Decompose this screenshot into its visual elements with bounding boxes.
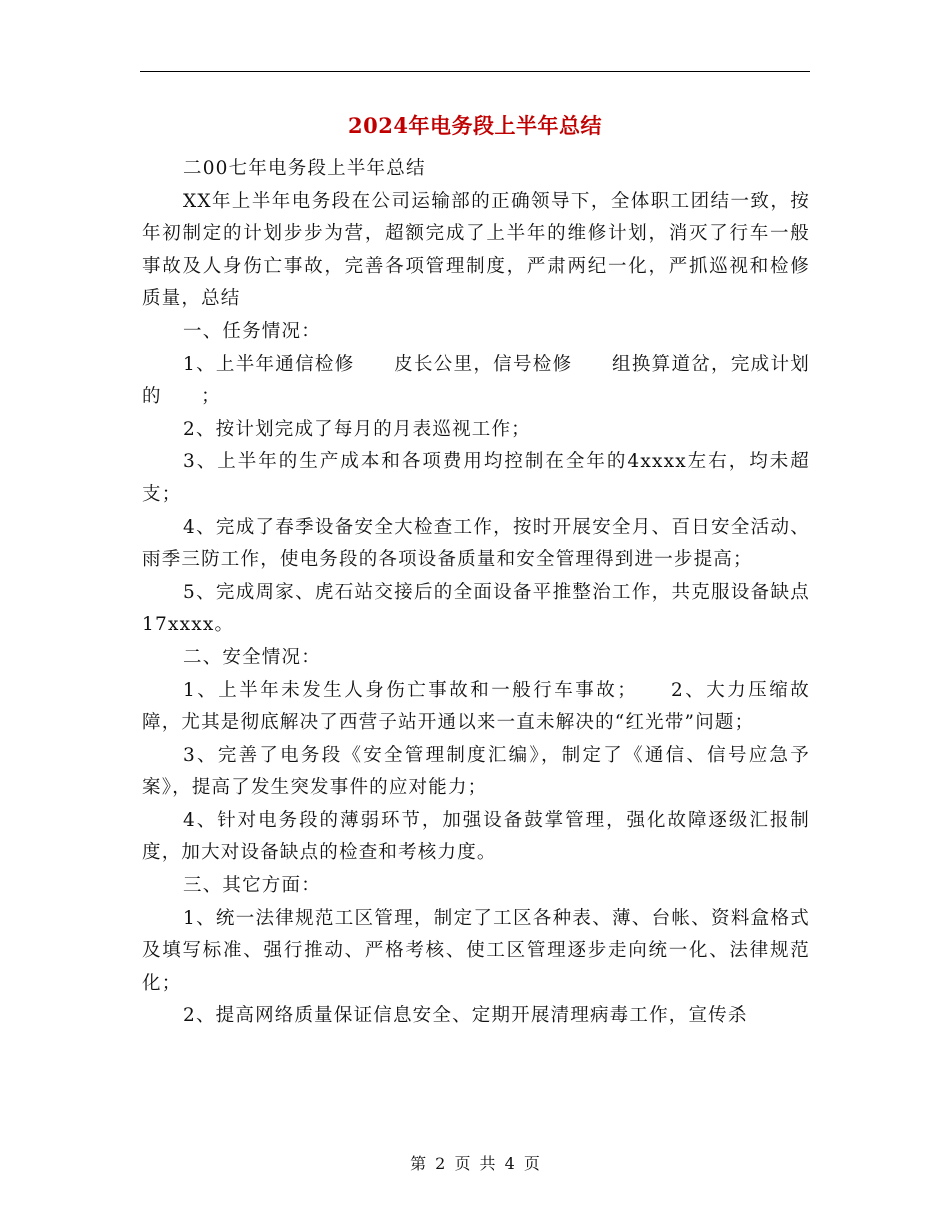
paragraph: XX年上半年电务段在公司运输部的正确领导下，全体职工团结一致，按年初制定的计划步步为营，超额完成了上半年的维修计划，消灭了行车一般事故及人身伤亡事故，完善各项管理制度，严肃两纪一化，严抓巡视和检修质量，总结 [142, 190, 810, 310]
document-title: 2024年电务段上半年总结 [348, 113, 602, 138]
paragraph: 1、上半年通信检修 皮长公里，信号检修 组换算道岔，完成计划的 ； [142, 353, 810, 408]
paragraph: 2、按计划完成了每月的月表巡视工作； [183, 418, 531, 440]
section-heading: 一、任务情况： [183, 320, 321, 342]
paragraph: 1、上半年未发生人身伤亡事故和一般行车事故； 2、大力压缩故障，尤其是彻底解决了西营子站开通以来一直未解决的“红光带”问题； [142, 679, 810, 734]
paragraph: 1、统一法律规范工区管理，制定了工区各种表、薄、台帐、资料盒格式及填写标准、强行推动、严格考核、使工区管理逐步走向统一化、法律规范化； [142, 907, 810, 994]
header-rule [140, 71, 810, 72]
section-heading: 三、其它方面： [183, 875, 321, 897]
paragraph: 2、提高网络质量保证信息安全、定期开展清理病毒工作，宣传杀 [183, 1005, 748, 1027]
paragraph: 4、针对电务段的薄弱环节，加强设备鼓掌管理，强化故障逐级汇报制度，加大对设备缺点的检查和考核力度。 [142, 809, 810, 864]
page-number: 第 2 页 共 4 页 [410, 1154, 540, 1173]
section-heading: 二、安全情况： [183, 646, 321, 668]
paragraph: 二00七年电务段上半年总结 [183, 158, 426, 179]
paragraph: 5、完成周家、虎石站交接后的全面设备平推整治工作，共克服设备缺点17xxxx。 [142, 581, 810, 636]
document-body [142, 153, 810, 1033]
paragraph: 3、上半年的生产成本和各项费用均控制在全年的4xxxx左右，均未超支； [142, 451, 810, 505]
paragraph: 4、完成了春季设备安全大检查工作，按时开展安全月、百日安全活动、雨季三防工作，使电务段的各项设备质量和安全管理得到进一步提高； [142, 516, 810, 571]
paragraph: 3、完善了电务段《安全管理制度汇编》，制定了《通信、信号应急予案》，提高了发生突发事件的应对能力； [142, 744, 810, 799]
